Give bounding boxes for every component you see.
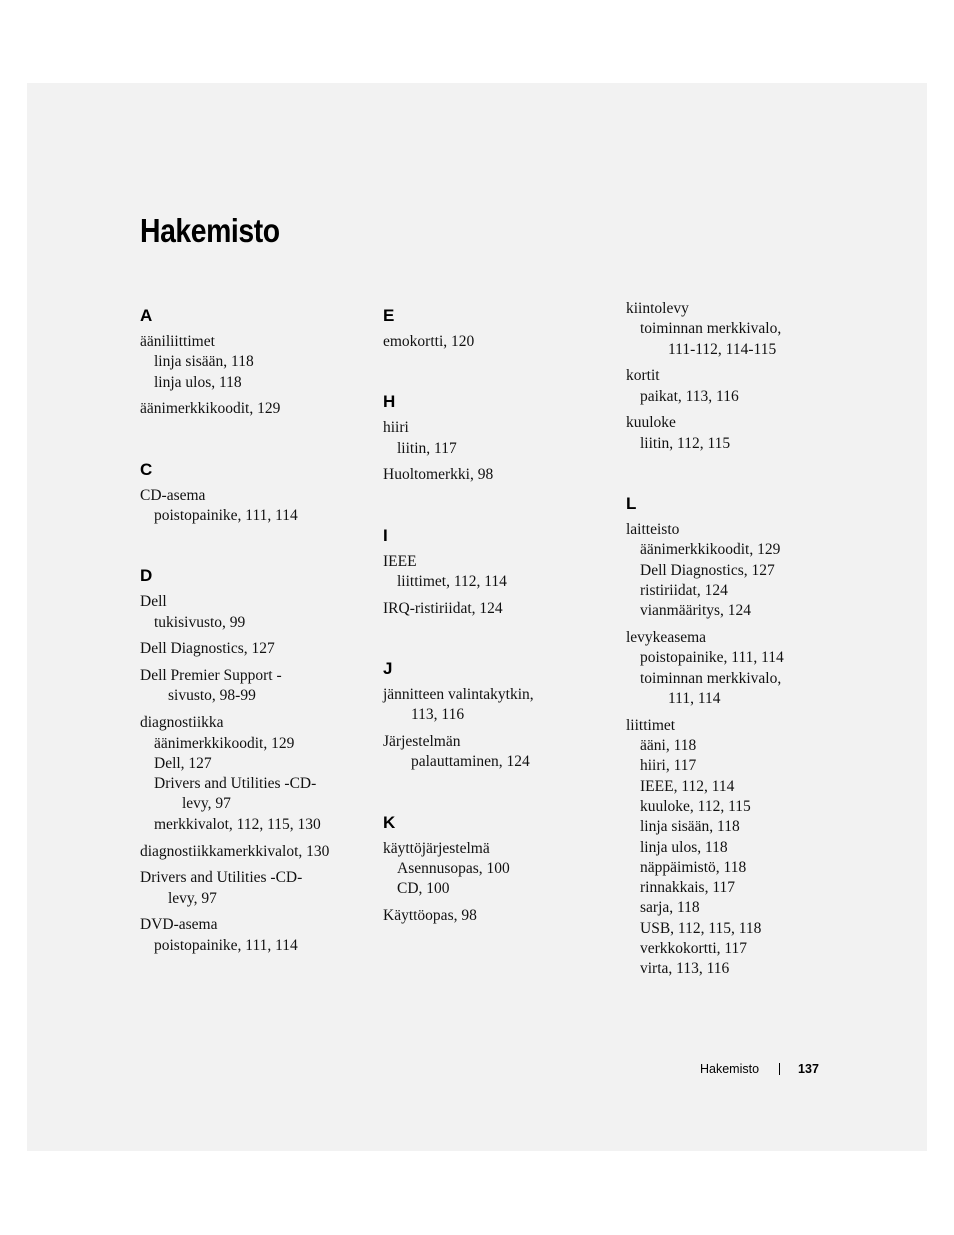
entry-subterm: [140, 506, 370, 526]
entry-subterm: [140, 734, 370, 754]
entry-term: käyttöjärjestelmä: [383, 839, 490, 857]
entry-subterm: [140, 754, 370, 774]
entry-subterm: [626, 939, 856, 959]
index-column-1: [140, 303, 370, 993]
entry-term: IRQ-ristiriidat, 124: [383, 599, 503, 617]
subterm-text: IEEE, 112, 114: [640, 777, 735, 795]
index-section: [140, 457, 370, 527]
index-section: [383, 523, 613, 619]
index-entry: [626, 413, 856, 454]
index-entry: [140, 332, 370, 393]
entry-term-continuation: 113, 116: [411, 706, 465, 724]
subterm-text: Dell, 127: [154, 754, 212, 772]
index-entry: [383, 906, 613, 926]
entry-term: Dell: [140, 593, 167, 611]
entry-subterm: [383, 859, 613, 879]
entry-subterm: [626, 581, 856, 601]
section-letter: I: [383, 525, 388, 545]
entry-term: laitteisto: [626, 521, 680, 539]
entry-term: emokortti, 120: [383, 333, 475, 350]
subterm-text: ääni, 118: [640, 737, 697, 755]
subterm-text: linja ulos, 118: [640, 838, 728, 856]
entry-subterm: [140, 613, 370, 633]
subterm-text: merkkivalot, 112, 115, 130: [154, 815, 321, 833]
subterm-text: rinnakkais, 117: [640, 879, 735, 897]
index-section: [383, 303, 613, 352]
entry-term: kortit: [626, 367, 660, 385]
subterm-text: vianmääritys, 124: [640, 602, 752, 620]
entry-subterm: [383, 879, 613, 899]
entry-term: levykeasema: [626, 629, 707, 647]
index-section: [383, 810, 613, 927]
subterm-text: liitin, 112, 115: [640, 434, 731, 452]
entry-subterm: [626, 319, 856, 360]
subterm-text: ristiriidat, 124: [640, 581, 728, 599]
entry-subterm: [140, 352, 370, 372]
entry-term: diagnostiikkamerkkivalot, 130: [140, 842, 330, 860]
entry-subterm: [626, 838, 856, 858]
subterm-continuation: 111-112, 114-115: [668, 340, 777, 358]
subterm-text: linja sisään, 118: [640, 818, 740, 836]
index-entry: [626, 520, 856, 621]
index-section: [626, 491, 856, 980]
entry-subterm: [626, 648, 856, 668]
entry-subterm: [383, 572, 613, 592]
entry-subterm: [626, 561, 856, 581]
entry-term: diagnostiikka: [140, 714, 224, 732]
index-entry: [383, 465, 613, 485]
section-letter: K: [383, 812, 396, 832]
index-entry: [383, 418, 613, 459]
section-letter: H: [383, 392, 396, 412]
entry-term: Järjestelmän: [383, 733, 461, 751]
entry-subterm: [626, 919, 856, 939]
subterm-text: linja ulos, 118: [154, 373, 242, 391]
entry-term: Huoltomerkki, 98: [383, 466, 494, 484]
entry-subterm: [626, 601, 856, 621]
subterm-text: kuuloke, 112, 115: [640, 797, 751, 815]
subterm-text: CD, 100: [397, 880, 450, 898]
subterm-text: näppäimistö, 118: [640, 858, 747, 876]
subterm-text: äänimerkkikoodit, 129: [154, 734, 295, 752]
section-letter: E: [383, 306, 395, 325]
entry-term-continuation: levy, 97: [168, 889, 217, 907]
index-entry: [140, 666, 370, 707]
subterm-text: Drivers and Utilities -CD-: [154, 775, 317, 793]
entry-term: äänimerkkikoodit, 129: [140, 400, 281, 418]
subterm-text: hiiri, 117: [640, 757, 697, 775]
index-column-3: [626, 300, 856, 1017]
page-number: 137: [798, 1062, 819, 1076]
index-section: [383, 389, 613, 485]
entry-term: kuuloke: [626, 414, 676, 432]
index-entry: [140, 592, 370, 633]
index-section: [140, 563, 370, 956]
index-entry: [626, 366, 856, 407]
section-letter: D: [140, 566, 153, 586]
entry-term: Dell Premier Support -: [140, 667, 282, 685]
subterm-text: poistopainike, 111, 114: [640, 649, 784, 667]
subterm-text: toiminnan merkkivalo,: [640, 320, 782, 338]
subterm-text: Asennusopas, 100: [397, 860, 510, 878]
entry-subterm: [626, 817, 856, 837]
index-entry: [140, 868, 370, 909]
subterm-text: liitin, 117: [397, 439, 457, 457]
entry-term: jännitteen valintakytkin,: [383, 686, 534, 704]
entry-term: DVD-asema: [140, 916, 218, 934]
subterm-text: liittimet, 112, 114: [397, 572, 507, 590]
subterm-text: toiminnan merkkivalo,: [640, 669, 782, 687]
entry-subterm: [140, 774, 370, 815]
subterm-text: poistopainike, 111, 114: [154, 506, 298, 524]
index-entry: [383, 839, 613, 900]
subterm-text: linja sisään, 118: [154, 353, 254, 371]
index-entry: [140, 399, 370, 419]
entry-subterm: [626, 756, 856, 776]
entry-subterm: [626, 777, 856, 797]
index-entry: [140, 842, 370, 862]
entry-term: hiiri: [383, 419, 409, 437]
entry-subterm: [626, 669, 856, 710]
subterm-continuation: levy, 97: [182, 795, 231, 813]
entry-term: liittimet: [626, 716, 676, 734]
entry-term: Drivers and Utilities -CD-: [140, 869, 303, 887]
entry-term: Käyttöopas, 98: [383, 907, 477, 925]
entry-subterm: [626, 434, 856, 454]
subterm-text: verkkokortti, 117: [640, 940, 748, 958]
index-entry: [140, 915, 370, 956]
index-entry: [626, 628, 856, 709]
subterm-text: tukisivusto, 99: [154, 613, 246, 631]
entry-subterm: [140, 373, 370, 393]
entry-term: Dell Diagnostics, 127: [140, 640, 275, 658]
section-letter: A: [140, 306, 153, 325]
index-entry: [383, 332, 613, 352]
index-entry: [140, 639, 370, 659]
index-entry: [383, 732, 613, 773]
entry-subterm: [626, 959, 856, 979]
subterm-text: äänimerkkikoodit, 129: [640, 541, 781, 559]
index-column-2: [383, 303, 613, 963]
section-letter: J: [383, 659, 393, 679]
entry-subterm: [626, 858, 856, 878]
entry-subterm: [140, 815, 370, 835]
entry-term: CD-asema: [140, 486, 206, 504]
index-entry: [140, 713, 370, 835]
section-letter: L: [626, 494, 637, 514]
index-entry: [383, 599, 613, 619]
entry-term-continuation: palauttaminen, 124: [411, 753, 530, 771]
entry-subterm: [626, 878, 856, 898]
page-title: Hakemisto: [140, 212, 280, 249]
index-entry: [626, 299, 856, 360]
entry-subterm: [626, 736, 856, 756]
entry-subterm: [626, 387, 856, 407]
entry-subterm: [626, 540, 856, 560]
subterm-text: paikat, 113, 116: [640, 387, 739, 405]
entry-term: kiintolevy: [626, 300, 689, 317]
entry-subterm: [383, 439, 613, 459]
section-letter: C: [140, 459, 153, 479]
subterm-text: sarja, 118: [640, 899, 700, 917]
subterm-continuation: 111, 114: [668, 689, 721, 707]
index-entry: [383, 685, 613, 726]
entry-subterm: [140, 936, 370, 956]
entry-term-continuation: sivusto, 98-99: [168, 687, 256, 705]
entry-term: IEEE: [383, 552, 417, 570]
entry-subterm: [626, 797, 856, 817]
index-section: [140, 303, 370, 420]
footer-label: Hakemisto: [700, 1062, 760, 1076]
subterm-text: USB, 112, 115, 118: [640, 919, 762, 937]
page-footer: [700, 1062, 819, 1076]
index-section: [383, 656, 613, 773]
index-entry: [626, 716, 856, 980]
subterm-text: Dell Diagnostics, 127: [640, 561, 775, 579]
index-entry: [140, 486, 370, 527]
subterm-text: poistopainike, 111, 114: [154, 936, 298, 954]
index-entry: [383, 552, 613, 593]
entry-subterm: [626, 898, 856, 918]
index-section: [626, 299, 856, 454]
entry-term: ääniliittimet: [140, 333, 215, 350]
footer-divider: [779, 1063, 780, 1075]
subterm-text: virta, 113, 116: [640, 960, 730, 978]
